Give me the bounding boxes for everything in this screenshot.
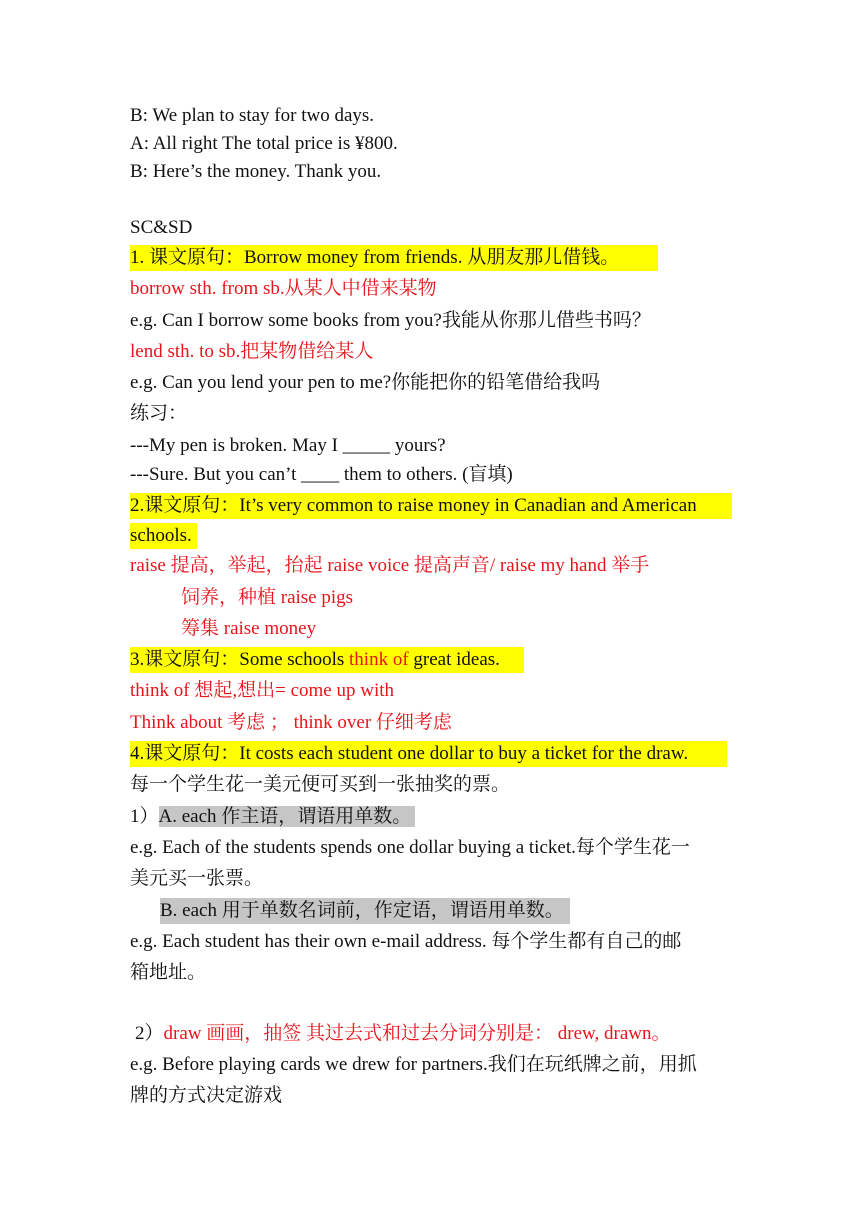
point-4-translation: 每一个学生花一美元便可买到一张抽奖的票。 [130,774,511,795]
point-1-rule-lend: lend sth. to sb.把某物借给某人 [130,341,374,362]
point-4-sub-2-text: B. each 用于单数名词前，作定语，谓语用单数。 [160,898,570,924]
exercise-line-1: ---My pen is broken. May I _____ yours? [130,435,446,456]
point-3-rule-think-of: think of 想起,想出= come up with [130,680,395,701]
point-4-sub-1 [130,804,415,830]
exercise-label: 练习： [130,403,188,424]
point-1-example-lend: e.g. Can you lend your pen to me?你能把你的铅笔借给我吗 [130,372,601,393]
point-4-example-1-cont: 美元买一张票。 [130,868,264,889]
point-3-heading-pre: 3.课文原句：Some schools [130,649,350,670]
point-3-heading [130,647,524,673]
point-4-example-2-cont: 箱地址。 [130,962,207,983]
point-1-example-borrow: e.g. Can I borrow some books from you?我能从你那儿借些书吗？ [130,310,651,331]
point-2-heading: 2.课文原句：It’s very common to raise money in Canadian and American [130,493,732,519]
point-1-heading: 1. 课文原句：Borrow money from friends. 从朋友那儿借钱。 [130,245,658,271]
point-2-heading-cont: schools. [130,523,197,549]
point-2-meaning-1: raise 提高，举起，抬起 raise voice 提高声音/ raise my hand 举手 [130,555,650,576]
point-5-example-cont: 牌的方式决定游戏 [130,1085,283,1106]
point-2-meaning-3: 筹集 raise money [181,618,317,639]
section-heading: SC&SD [130,217,193,238]
point-3-rule-think-about: Think about 考虑 ； think over 仔细考虑 [130,712,452,733]
point-5-rule-text: draw 画画，抽签 其过去式和过去分词分别是： drew, drawn。 [163,1023,671,1044]
point-3-heading-phrase: think of [349,649,409,670]
point-1-rule-borrow: borrow sth. from sb.从某人中借来某物 [130,278,437,299]
dialog-line-b2: B: Here’s the money. Thank you. [130,161,382,182]
point-5-example: e.g. Before playing cards we drew for partners.我们在玩纸牌之前，用抓 [130,1054,697,1075]
point-4-example-2: e.g. Each student has their own e-mail address. 每个学生都有自己的邮 [130,931,682,952]
point-4-sub-1-number: 1） [130,806,159,827]
point-4-example-1: e.g. Each of the students spends one dollar buying a ticket.每个学生花一 [130,837,690,858]
point-2-meaning-2: 饲养，种植 raise pigs [181,587,354,608]
point-3-heading-post: great ideas. [408,649,500,670]
point-5-rule [135,1021,670,1047]
dialog-line-a: A: All right The total price is ¥800. [130,133,398,154]
exercise-line-2: ---Sure. But you can’t ____ them to others. (盲填) [130,464,513,485]
dialog-line-b1: B: We plan to stay for two days. [130,105,375,126]
point-4-heading: 4.课文原句：It costs each student one dollar to buy a ticket for the draw. [130,741,727,767]
point-4-sub-1-text: A. each 作主语，谓语用单数。 [159,806,416,827]
point-5-number: 2） [135,1023,164,1044]
